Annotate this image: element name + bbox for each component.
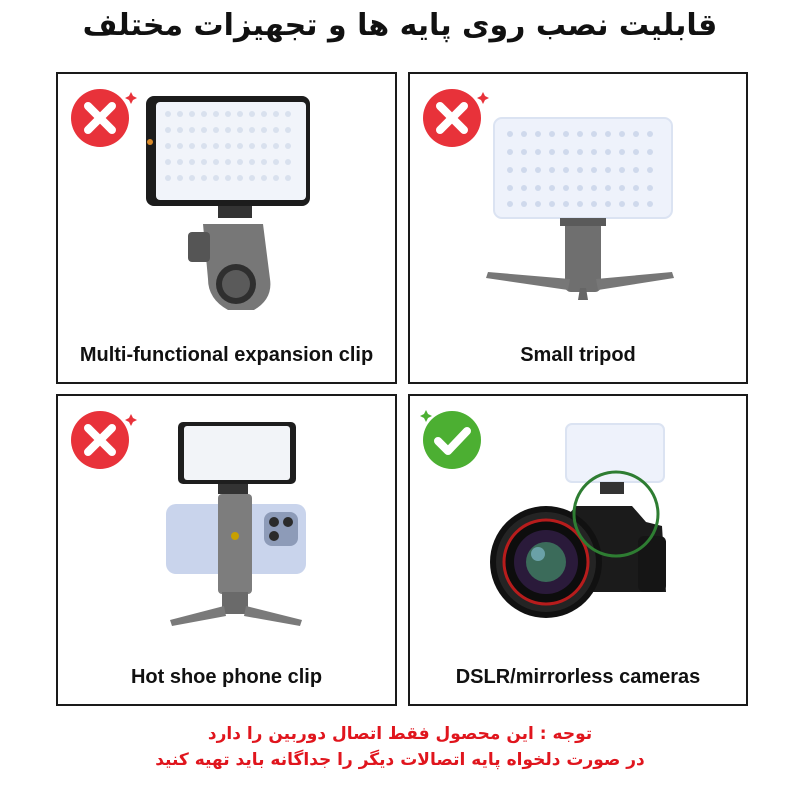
card-label: Small tripod — [520, 344, 636, 366]
card-small-tripod — [408, 72, 748, 384]
card-expansion-clip — [56, 72, 397, 384]
card-label: DSLR/mirrorless cameras — [455, 666, 701, 688]
card-dslr-mirrorless — [408, 394, 748, 706]
card-label: Hot shoe phone clip — [130, 666, 323, 688]
card-hot-shoe-phone-clip — [56, 394, 397, 706]
page-title: قابلیت نصب روی پایه ها و تجهیزات مختلف — [82, 8, 718, 43]
note-line-2: در صورت دلخواه پایه اتصالات دیگر را جداگانه باید تهیه کنید — [155, 750, 645, 770]
cross-icon — [64, 82, 144, 152]
note-line-1: توجه : این محصول فقط اتصال دوربین را دارد — [207, 724, 593, 744]
check-icon — [414, 404, 494, 474]
cross-icon — [416, 82, 496, 152]
cross-icon — [64, 404, 144, 474]
card-label: Multi-functional expansion clip — [79, 344, 374, 366]
